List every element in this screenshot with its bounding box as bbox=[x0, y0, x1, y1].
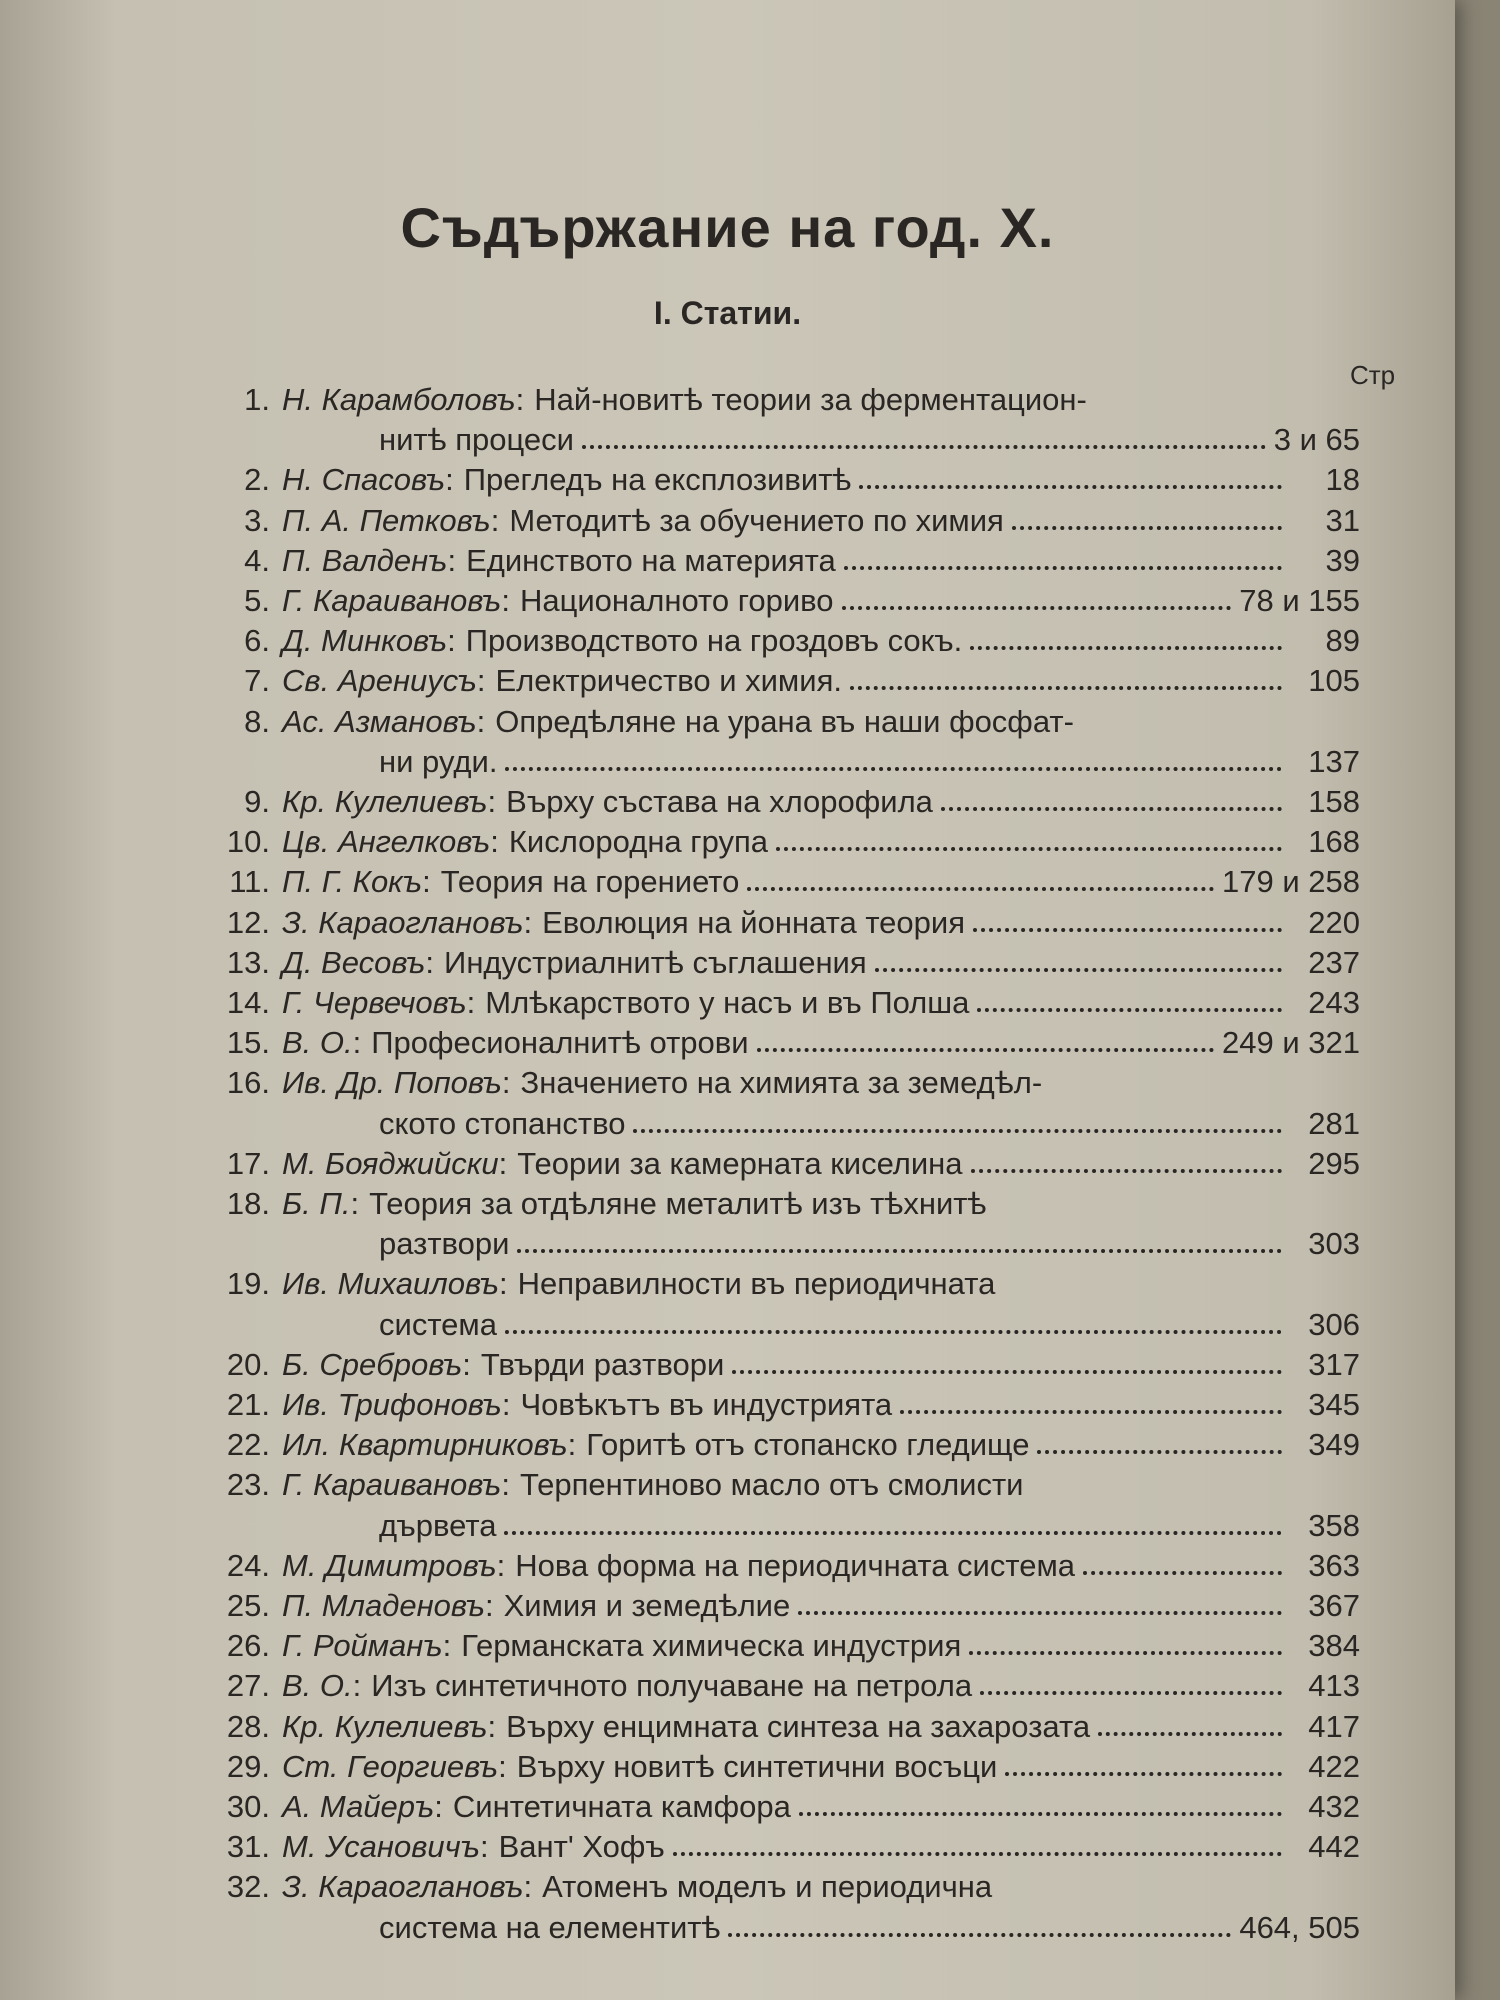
entry-pages: 158 bbox=[1308, 784, 1360, 819]
toc-entry bbox=[210, 903, 1360, 943]
entry-title: ни руди. bbox=[379, 743, 498, 779]
entry-number: 20. bbox=[226, 1346, 270, 1382]
toc-entry bbox=[210, 621, 1360, 661]
dot-leader bbox=[1083, 1571, 1282, 1575]
entry-separator: : bbox=[499, 1266, 508, 1302]
toc-entry bbox=[210, 1506, 1360, 1546]
entry-separator: : bbox=[350, 1186, 360, 1221]
entry-separator: : bbox=[498, 1748, 507, 1784]
entry-author: А. Майеръ bbox=[282, 1789, 435, 1824]
toc-entry bbox=[210, 943, 1360, 983]
entry-pages: 413 bbox=[1308, 1668, 1360, 1704]
entry-number: 30. bbox=[226, 1789, 270, 1824]
entry-separator: : bbox=[479, 1829, 489, 1865]
entry-number: 6. bbox=[244, 623, 270, 659]
toc-entry bbox=[210, 983, 1360, 1023]
entry-separator: : bbox=[425, 944, 435, 980]
dot-leader bbox=[504, 1531, 1282, 1535]
dot-leader bbox=[969, 1651, 1282, 1655]
entry-pages: 464, 505 bbox=[1239, 1909, 1360, 1945]
dot-leader bbox=[1005, 1772, 1282, 1776]
entry-author: В. О. bbox=[282, 1668, 353, 1704]
entry-title: нитѣ процеси bbox=[379, 422, 574, 458]
entry-pages: 358 bbox=[1308, 1507, 1360, 1543]
entry-author: Н. Спасовъ bbox=[282, 462, 446, 498]
entry-title: Кислородна група bbox=[508, 824, 769, 860]
toc-entry bbox=[210, 1707, 1360, 1747]
entry-pages: 3 и 65 bbox=[1273, 422, 1360, 458]
entry-author: П. Младеновъ bbox=[282, 1588, 485, 1623]
entry-separator: : bbox=[487, 784, 497, 819]
entry-pages: 168 bbox=[1308, 824, 1360, 860]
entry-number: 7. bbox=[244, 663, 270, 699]
dot-leader bbox=[844, 566, 1282, 570]
dot-leader bbox=[798, 1611, 1282, 1615]
toc-entry bbox=[210, 702, 1360, 742]
entry-title: Единството на материята bbox=[466, 542, 836, 578]
entry-title: Опредѣляне на урана въ наши фосфат- bbox=[495, 703, 1074, 739]
dot-leader bbox=[1037, 1450, 1282, 1454]
entry-author: Кр. Кулелиевъ bbox=[282, 784, 488, 819]
entry-title: Теория на горението bbox=[440, 864, 740, 900]
entry-title: Химия и земедѣлие bbox=[503, 1588, 791, 1623]
toc-entry bbox=[210, 742, 1360, 782]
entry-pages: 317 bbox=[1308, 1346, 1360, 1382]
entry-author: Ст. Георгиевъ bbox=[282, 1748, 499, 1784]
entry-pages: 18 bbox=[1325, 462, 1360, 498]
toc-entry bbox=[210, 460, 1360, 500]
entry-pages: 384 bbox=[1308, 1628, 1360, 1664]
entry-title: разтвори bbox=[379, 1226, 510, 1262]
dot-leader bbox=[980, 1691, 1282, 1695]
entry-separator: : bbox=[523, 1869, 533, 1905]
dot-leader bbox=[673, 1852, 1282, 1856]
toc-entry bbox=[210, 380, 1360, 420]
entry-number: 28. bbox=[226, 1708, 270, 1744]
entry-title: Професионалнитѣ отрови bbox=[371, 1025, 749, 1061]
entry-title: система на елементитѣ bbox=[379, 1909, 721, 1945]
entry-pages: 349 bbox=[1308, 1427, 1360, 1463]
entry-title: Прегледъ на експлозивитѣ bbox=[463, 462, 852, 498]
entry-separator: : bbox=[442, 1628, 452, 1664]
entry-number: 15. bbox=[226, 1025, 270, 1061]
entry-pages: 78 и 155 bbox=[1239, 583, 1360, 618]
entry-number: 29. bbox=[226, 1748, 270, 1784]
dot-leader bbox=[1098, 1732, 1282, 1736]
dot-leader bbox=[875, 968, 1282, 972]
entry-title: Германската химическа индустрия bbox=[461, 1628, 962, 1664]
toc-entry bbox=[210, 1626, 1360, 1666]
entry-title: ското стопанство bbox=[379, 1105, 626, 1141]
entry-title: Човѣкътъ въ индустрията bbox=[520, 1387, 893, 1422]
dot-leader bbox=[582, 445, 1266, 449]
entry-author: Ил. Квартирниковъ bbox=[282, 1427, 568, 1463]
entry-separator: : bbox=[447, 623, 456, 659]
entry-separator: : bbox=[445, 462, 454, 498]
toc-entry bbox=[210, 1224, 1360, 1264]
entry-pages: 31 bbox=[1325, 502, 1360, 538]
entry-separator: : bbox=[567, 1427, 577, 1463]
entry-title: система bbox=[379, 1306, 497, 1342]
toc-entry bbox=[210, 1425, 1360, 1465]
entry-number: 19. bbox=[226, 1266, 270, 1302]
entry-author: Цв. Ангелковъ bbox=[282, 824, 491, 860]
entry-number: 22. bbox=[226, 1427, 270, 1463]
entry-separator: : bbox=[434, 1789, 443, 1824]
entry-author: Б. П. bbox=[282, 1186, 351, 1221]
entry-title: Теория за отдѣляне металитѣ изъ тѣхнитѣ bbox=[369, 1186, 987, 1221]
toc-entry bbox=[210, 822, 1360, 862]
entry-separator: : bbox=[422, 864, 431, 900]
entry-author: Св. Арениусъ bbox=[282, 663, 477, 699]
entry-number: 31. bbox=[226, 1829, 270, 1865]
entry-number: 32. bbox=[226, 1869, 270, 1905]
entry-author: П. Г. Кокъ bbox=[282, 864, 423, 900]
entry-title: Методитѣ за обучението по химия bbox=[509, 502, 1004, 538]
toc-entry bbox=[210, 1305, 1360, 1345]
entry-separator: : bbox=[501, 583, 510, 618]
entry-number: 12. bbox=[226, 904, 270, 940]
entry-separator: : bbox=[523, 904, 533, 940]
entry-separator: : bbox=[496, 1547, 506, 1583]
entry-number: 24. bbox=[226, 1547, 270, 1583]
entry-pages: 39 bbox=[1325, 542, 1360, 578]
entry-author: Г. Караивановъ bbox=[282, 583, 502, 618]
entry-author: Г. Ройманъ bbox=[282, 1628, 443, 1664]
entry-title: Изъ синтетичното получаване на петрола bbox=[371, 1668, 973, 1704]
entry-number: 2. bbox=[244, 462, 270, 498]
entry-pages: 89 bbox=[1325, 623, 1360, 659]
entry-separator: : bbox=[490, 502, 500, 538]
entry-separator: : bbox=[515, 382, 525, 417]
toc-entry bbox=[210, 1546, 1360, 1586]
toc-entry bbox=[210, 1063, 1360, 1103]
entry-number: 25. bbox=[226, 1588, 270, 1623]
entry-number: 1. bbox=[244, 382, 270, 417]
dot-leader bbox=[505, 1330, 1282, 1334]
entry-pages: 303 bbox=[1308, 1226, 1360, 1262]
entry-title: Значението на химията за земедѣл- bbox=[520, 1065, 1043, 1101]
toc-entry bbox=[210, 1908, 1360, 1948]
entry-title: Горитѣ отъ стопанско гледище bbox=[586, 1427, 1030, 1463]
toc-entry bbox=[210, 1023, 1360, 1063]
entry-title: Върху енцимната синтеза на захарозата bbox=[506, 1708, 1091, 1744]
entry-separator: : bbox=[498, 1145, 508, 1181]
toc-entry bbox=[210, 1747, 1360, 1787]
toc-entry bbox=[210, 1787, 1360, 1827]
entry-pages: 137 bbox=[1308, 743, 1360, 779]
entry-number: 17. bbox=[226, 1145, 270, 1181]
entry-number: 14. bbox=[226, 985, 270, 1020]
dot-leader bbox=[633, 1129, 1282, 1133]
entry-number: 5. bbox=[244, 583, 270, 618]
entry-author: Г. Червечовъ bbox=[282, 985, 467, 1020]
entry-author: Ас. Азмановъ bbox=[282, 703, 477, 739]
entry-separator: : bbox=[466, 985, 476, 1020]
entry-author: Кр. Кулелиевъ bbox=[282, 1708, 488, 1744]
dot-leader bbox=[859, 485, 1282, 489]
entry-author: В. О. bbox=[282, 1025, 353, 1061]
entry-author: З. Караоглановъ bbox=[282, 1869, 524, 1905]
entry-number: 27. bbox=[226, 1668, 270, 1704]
entry-title: Неправилности въ периодичната bbox=[517, 1266, 996, 1302]
entry-title: дървета bbox=[379, 1507, 497, 1543]
entry-number: 3. bbox=[244, 502, 270, 538]
dot-leader bbox=[842, 606, 1232, 610]
dot-leader bbox=[747, 887, 1214, 891]
entry-pages: 422 bbox=[1308, 1748, 1360, 1784]
entry-title: Атоменъ моделъ и периодична bbox=[542, 1869, 993, 1905]
dot-leader bbox=[799, 1812, 1282, 1816]
toc-entry bbox=[210, 661, 1360, 701]
dot-leader bbox=[517, 1249, 1282, 1253]
dot-leader bbox=[900, 1410, 1282, 1414]
dot-leader bbox=[970, 646, 1282, 650]
entry-title: Твърди разтвори bbox=[480, 1346, 725, 1382]
entry-author: М. Димитровъ bbox=[282, 1547, 497, 1583]
dot-leader bbox=[776, 847, 1282, 851]
dot-leader bbox=[505, 767, 1282, 771]
entry-separator: : bbox=[484, 1588, 494, 1623]
dot-leader bbox=[977, 1008, 1282, 1012]
entry-author: Г. Караивановъ bbox=[282, 1467, 502, 1503]
toc-entry bbox=[210, 1385, 1360, 1425]
entry-separator: : bbox=[476, 663, 486, 699]
entry-separator: : bbox=[476, 703, 486, 739]
entry-title: Синтетичната камфора bbox=[452, 1789, 791, 1824]
toc-entry bbox=[210, 1666, 1360, 1706]
entry-pages: 281 bbox=[1308, 1105, 1360, 1141]
entry-separator: : bbox=[352, 1025, 362, 1061]
entry-pages: 105 bbox=[1308, 663, 1360, 699]
entry-title: Еволюция на йонната теория bbox=[542, 904, 965, 940]
entry-number: 18. bbox=[226, 1186, 270, 1221]
entry-author: П. Валденъ bbox=[282, 542, 448, 578]
toc-entry bbox=[210, 1867, 1360, 1907]
pages-column-label: Стр bbox=[1350, 360, 1396, 390]
entry-pages: 363 bbox=[1308, 1547, 1360, 1583]
entry-number: 23. bbox=[226, 1467, 270, 1503]
entry-pages: 432 bbox=[1308, 1789, 1360, 1824]
entry-separator: : bbox=[501, 1065, 511, 1101]
toc-entry bbox=[210, 501, 1360, 541]
section-heading: I. Статии. bbox=[653, 295, 802, 331]
toc-entry bbox=[210, 1827, 1360, 1867]
entry-author: Ив. Михаиловъ bbox=[282, 1266, 500, 1302]
toc-entry bbox=[210, 420, 1360, 460]
toc-entry bbox=[210, 581, 1360, 621]
entry-author: Н. Карамболовъ bbox=[282, 382, 516, 417]
entry-author: Ив. Трифоновъ bbox=[282, 1387, 502, 1422]
dot-leader bbox=[728, 1933, 1231, 1937]
entry-title: Теории за камерната киселина bbox=[517, 1145, 963, 1181]
toc-entry bbox=[210, 1465, 1360, 1505]
entry-title: Върху новитѣ синтетични восъци bbox=[516, 1748, 998, 1784]
entry-separator: : bbox=[490, 824, 499, 860]
entry-number: 16. bbox=[226, 1065, 270, 1101]
entry-pages: 295 bbox=[1308, 1145, 1360, 1181]
entry-pages: 179 и 258 bbox=[1222, 864, 1360, 900]
entry-number: 10. bbox=[226, 824, 270, 860]
dot-leader bbox=[850, 686, 1282, 690]
entry-author: М. Бояджийски bbox=[282, 1145, 499, 1181]
entry-pages: 345 bbox=[1308, 1387, 1360, 1422]
toc-entry bbox=[210, 1144, 1360, 1184]
toc-entry bbox=[210, 782, 1360, 822]
dot-leader bbox=[757, 1048, 1214, 1052]
dot-leader bbox=[971, 1169, 1282, 1173]
entry-title: Вант' Хофъ bbox=[498, 1829, 665, 1865]
entry-separator: : bbox=[501, 1387, 511, 1422]
entry-number: 21. bbox=[226, 1387, 270, 1422]
entry-number: 26. bbox=[226, 1628, 270, 1664]
dot-leader bbox=[941, 807, 1282, 811]
entry-pages: 243 bbox=[1308, 985, 1360, 1020]
entry-separator: : bbox=[501, 1467, 510, 1503]
entry-number: 4. bbox=[244, 542, 270, 578]
entry-pages: 306 bbox=[1308, 1306, 1360, 1342]
entry-title: Нова форма на периодичната система bbox=[515, 1547, 1076, 1583]
entry-author: Ив. Др. Поповъ bbox=[282, 1065, 502, 1101]
entry-author: Д. Весовъ bbox=[282, 944, 426, 980]
entry-number: 13. bbox=[226, 944, 270, 980]
entry-separator: : bbox=[462, 1346, 471, 1382]
toc-entry bbox=[210, 862, 1360, 902]
entry-author: П. А. Петковъ bbox=[282, 502, 491, 538]
toc-entry bbox=[210, 1264, 1360, 1304]
entry-number: 9. bbox=[244, 784, 270, 819]
entry-author: Б. Сребровъ bbox=[282, 1346, 463, 1382]
entry-separator: : bbox=[352, 1668, 362, 1704]
entry-pages: 249 и 321 bbox=[1222, 1025, 1360, 1061]
entry-separator: : bbox=[487, 1708, 497, 1744]
toc-entry bbox=[210, 1104, 1360, 1144]
entry-number: 11. bbox=[229, 864, 270, 900]
toc-entry bbox=[210, 1345, 1360, 1385]
toc-entry bbox=[210, 541, 1360, 581]
entry-pages: 367 bbox=[1308, 1588, 1360, 1623]
entry-title: Млѣкарството у насъ и въ Полша bbox=[485, 985, 970, 1020]
entry-title: Електричество и химия. bbox=[495, 663, 842, 699]
dot-leader bbox=[1012, 526, 1282, 530]
entry-pages: 417 bbox=[1308, 1708, 1360, 1744]
entry-title: Производството на гроздовъ сокъ. bbox=[465, 623, 963, 659]
dot-leader bbox=[973, 928, 1282, 932]
page-title: Съдържание на год. Х. bbox=[400, 196, 1055, 259]
dot-leader bbox=[732, 1370, 1282, 1374]
entry-author: З. Караоглановъ bbox=[282, 904, 524, 940]
entry-number: 8. bbox=[244, 703, 270, 739]
entry-author: М. Усановичъ bbox=[282, 1829, 480, 1865]
entry-pages: 220 bbox=[1308, 904, 1360, 940]
toc-entry bbox=[210, 1586, 1360, 1626]
entry-title: Терпентиново масло отъ смолисти bbox=[519, 1467, 1024, 1503]
entry-title: Националното гориво bbox=[519, 583, 834, 618]
entry-title: Индустриалнитѣ съглашения bbox=[444, 944, 867, 980]
entry-pages: 237 bbox=[1308, 944, 1360, 980]
toc-entry bbox=[210, 1184, 1360, 1224]
entry-separator: : bbox=[447, 542, 457, 578]
entry-pages: 442 bbox=[1308, 1829, 1360, 1865]
entry-title: Върху състава на хлорофила bbox=[506, 784, 933, 819]
entry-author: Д. Минковъ bbox=[282, 623, 448, 659]
entry-title: Най-новитѣ теории за ферментацион- bbox=[534, 382, 1087, 417]
